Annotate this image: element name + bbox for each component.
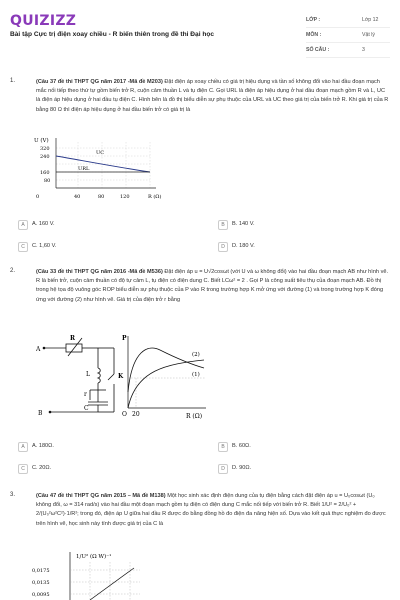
node-b	[49, 411, 52, 414]
option-letter: B	[218, 442, 228, 452]
option-letter: C	[18, 242, 28, 252]
option-letter: D	[218, 464, 228, 474]
label-l: L	[86, 371, 90, 378]
x-tick: 0	[36, 194, 40, 200]
graph-grid	[70, 562, 140, 600]
x-tick: 120	[120, 194, 130, 200]
option-text: A. 180Ω.	[32, 443, 54, 449]
option-letter: A	[18, 442, 28, 452]
meta-row-count	[306, 43, 390, 58]
question-number: 1.	[10, 78, 16, 84]
node-a	[43, 347, 46, 350]
question-3-graph	[30, 548, 170, 600]
option-d[interactable]	[218, 240, 358, 252]
option-text: B. 140 V.	[232, 221, 255, 227]
fit-line	[90, 568, 134, 600]
option-letter: D	[218, 242, 228, 252]
y-tick: 240	[40, 154, 50, 160]
label-c: C	[84, 405, 89, 412]
question-source: (Câu 37 đề thi THPT QG năm 2017 -Mã đề M203)	[36, 79, 163, 85]
option-a[interactable]	[18, 440, 158, 452]
curve-2	[128, 360, 204, 408]
question-2-diagram	[36, 330, 236, 424]
label-origin: O	[122, 411, 127, 418]
option-b[interactable]	[218, 440, 358, 452]
meta-label: LỚP :	[306, 17, 321, 23]
page-header	[0, 0, 400, 53]
question-body: Đặt điện áp xoay chiều có giá trị hiệu dụng và tần số không đổi vào hai đầu đoạn mạch mắc nối tiếp theo thứ tự gồm biến trở R, cuộn cảm thuần L và tụ điện C. Gọi URL là điện áp hiệu dụng ở hai đầu đoạn mạch gồm R và L, UC là điện áp hiệu dụng ở hai đầu tụ điện C. Hình bên là đồ thị biểu diễn sự phụ thuộc của URL và UC theo giá trị của biến trở R. Khi giá trị của R bằng 80 Ω thì điện áp hiệu dụng ở hai đầu biến trở có giá trị là	[36, 79, 389, 113]
label-small-r: r	[84, 391, 87, 398]
question-number: 2.	[10, 268, 16, 274]
label-curve-2: (2)	[192, 352, 200, 358]
option-c[interactable]	[18, 462, 158, 474]
question-text	[36, 492, 390, 529]
question-2	[10, 268, 390, 305]
y-tick: 0,0175	[32, 568, 50, 574]
y-tick: 0,0095	[32, 592, 50, 598]
option-letter: A	[18, 220, 28, 230]
meta-value: Vật lý	[362, 32, 375, 38]
label-20: 20	[132, 411, 140, 418]
question-number: 3.	[10, 492, 16, 498]
option-text: D. 180 V.	[232, 243, 255, 249]
question-source: (Câu 47 đề thi THPT QG năm 2015 – Mã đề M138)	[36, 493, 166, 499]
option-a[interactable]	[18, 218, 158, 230]
meta-value: Lớp 12	[362, 17, 379, 23]
option-c[interactable]	[18, 240, 158, 252]
question-body: Đặt điện áp u = U√2cosωt (với U và ω không đổi) vào hai đầu đoạn mạch AB như hình vẽ. R là biến trở, cuộn cảm thuần có độ tự cảm L, tụ điện có điện dung C. Biết LCω² = 2 . Gọi P là công suất tiêu thụ của đoạn mạch AB. Đồ thị trong hệ tọa độ vuông góc ROP biểu diễn sự phụ thuộc của P vào R trong trường hợp K mở ứng với đường (1) và trong trường hợp K đóng ứng với đường (2) như hình vẽ. Giá trị của điện trở r bằng	[36, 269, 389, 303]
question-2-options	[18, 440, 372, 478]
question-1-graph	[30, 136, 180, 206]
meta-value: 3	[362, 47, 365, 53]
y-tick: 80	[44, 178, 51, 184]
meta-label: SỐ CÂU :	[306, 47, 330, 53]
graph-axes	[56, 138, 156, 188]
label-curve-1: (1)	[192, 372, 200, 378]
label-b: B	[38, 410, 43, 417]
y-tick: 0,0135	[32, 580, 50, 586]
option-text: B. 60Ω.	[232, 443, 251, 449]
option-text: D. 90Ω.	[232, 465, 252, 471]
circuit	[44, 338, 114, 412]
curve-uc	[56, 156, 150, 172]
x-tick: 40	[74, 194, 81, 200]
question-body: Một học sinh xác định điện dung của tụ điện bằng cách đặt điện áp u = U₀cosωt (U₀ không đổi, ω = 314 rad/s) vào hai đầu một đoạn mạch gồm tụ điện có điện dung C mắc nối tiếp với biến trở R. Biết 1/U² = 2/U₀² + 2/(U₀²ω²C²)·1/R²; trong đó, điện áp U giữa hai đầu R được đo bằng đồng hồ đo điện đa năng hiện số. Dựa vào kết quả thực nghiệm đo được trên hình vẽ, học sinh này tính được giá trị của C là	[36, 493, 386, 527]
option-letter: B	[218, 220, 228, 230]
meta-label: MÔN :	[306, 32, 322, 38]
question-1-options	[18, 218, 372, 256]
question-text	[36, 268, 390, 305]
page-title: Bài tập Cực trị điện xoay chiều - R biến thiên trong đề thi Đại học	[10, 31, 215, 38]
question-text	[36, 78, 390, 115]
option-text: C. 20Ω.	[32, 465, 52, 471]
label-p: P	[122, 335, 127, 342]
curve-label-uc: UC	[96, 150, 105, 156]
option-b[interactable]	[218, 218, 358, 230]
label-k: K	[118, 373, 124, 380]
label-r-axis: R (Ω)	[186, 413, 203, 420]
y-axis-label: U (V)	[34, 138, 49, 144]
y-tick: 160	[40, 170, 50, 176]
meta-row-subject	[306, 28, 390, 43]
graph-grid	[56, 142, 150, 188]
option-text: C. 1,60 V.	[32, 243, 57, 249]
x-axis-label: R (Ω)	[148, 194, 162, 200]
meta-row-class	[306, 13, 390, 28]
question-3	[10, 492, 390, 529]
label-a: A	[36, 346, 41, 353]
question-1	[10, 78, 390, 115]
curve-label-url: URL	[78, 166, 90, 172]
y-tick: 320	[40, 146, 50, 152]
option-letter: C	[18, 464, 28, 474]
option-d[interactable]	[218, 462, 358, 474]
question-source: (Câu 33 đề thi THPT QG năm 2016 -Mã đề M536)	[36, 269, 163, 275]
meta-table	[306, 13, 390, 58]
label-r: R	[70, 335, 75, 342]
quizizz-logo: QUIZIZZ	[10, 13, 77, 29]
option-text: A. 160 V.	[32, 221, 55, 227]
y-axis-label: 1/U² (Ω W)⁻¹	[76, 554, 112, 560]
x-tick: 80	[98, 194, 105, 200]
